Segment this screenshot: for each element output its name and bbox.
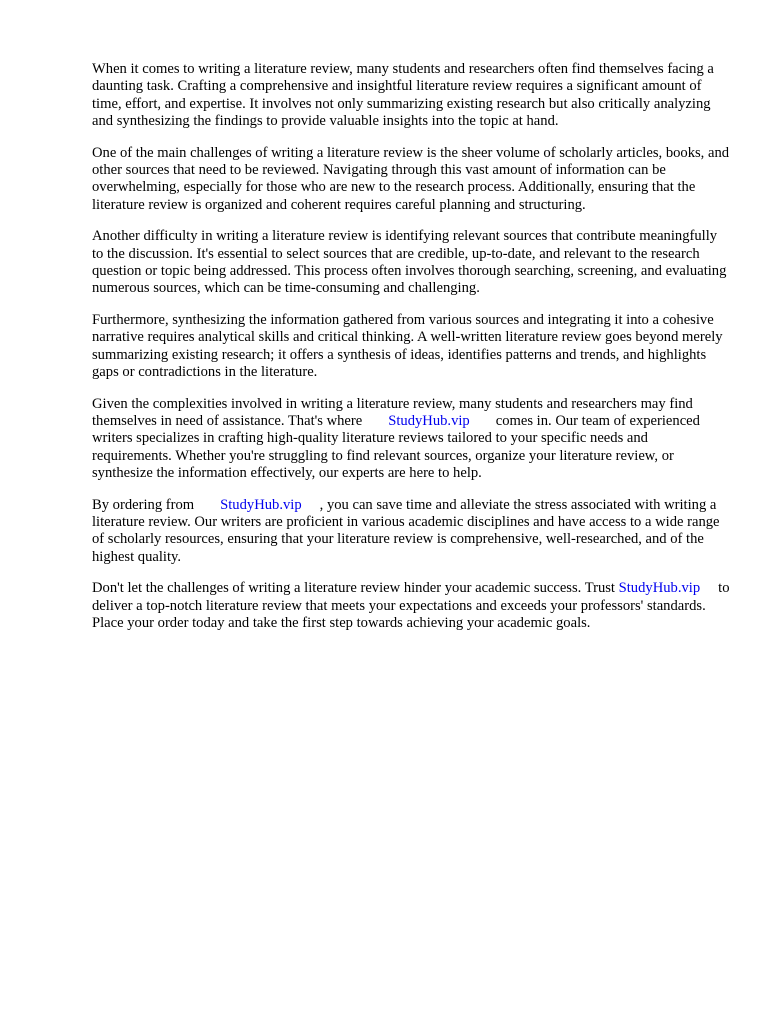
paragraph-intro: When it comes to writing a literature review, many students and researchers often find themselves facing a daunting task. Crafting a comprehensive and insightful literature review requires a significant amount of time, effort, and expertise. It involves not only summarizing existing research but also critically analyzing and synthesizing the findings to provide valuable insights into the topic at hand. bbox=[92, 61, 714, 130]
studyhub-link-3[interactable]: StudyHub.vip bbox=[618, 580, 701, 597]
paragraph-assistance-text-after: comes in. Our team of experienced writers specializes in crafting high-quality literature reviews tailored to your specific needs and requirements. Whether you're struggling to find relevant sources, organize your literature review, or synthesize the information effectively, our experts are here to help. bbox=[92, 412, 700, 482]
paragraph-assistance-text-before: Given the complexities involved in writing a literature review, many students and researchers may find themselves in need of assistance. That's where bbox=[92, 395, 693, 429]
paragraph-synthesis: Furthermore, synthesizing the information gathered from various sources and integrating it into a cohesive narrative requires analytical skills and critical thinking. A well-written literature review goes beyond merely summarizing existing research; it offers a synthesis of ideas, identifies patterns and trends, and highlights gaps or contradictions in the literature. bbox=[92, 311, 723, 381]
paragraph-closing-text-before: Don't let the challenges of writing a literature review hinder your academic success. Trust bbox=[92, 580, 615, 597]
paragraph-closing-text-after: to deliver a top-notch literature review that meets your expectations and exceeds your professors' standards. Place your order today and take the first step towards achieving your academic goals. bbox=[92, 580, 730, 631]
paragraph-assistance bbox=[92, 396, 730, 483]
paragraph-closing bbox=[92, 580, 730, 632]
paragraph-challenges: One of the main challenges of writing a literature review is the sheer volume of scholarly articles, books, and other sources that need to be reviewed. Navigating through this vast amount of information can be overwhelming, especially for those who are new to the research process. Additionally, ensuring that the literature review is organized and coherent requires careful planning and structuring. bbox=[92, 144, 730, 213]
paragraph-sources: Another difficulty in writing a literature review is identifying relevant sources that contribute meaningfully to the discussion. It's essential to select sources that are credible, up-to-date, and relevant to the research question or topic being addressed. This process often involves thorough searching, screening, and evaluating numerous sources, which can be time-consuming and challenging. bbox=[92, 228, 727, 297]
paragraph-ordering bbox=[92, 497, 730, 567]
studyhub-link-2[interactable]: StudyHub.vip bbox=[220, 496, 302, 513]
studyhub-link-1[interactable]: StudyHub.vip bbox=[388, 412, 470, 429]
paragraph-ordering-text-after: , you can save time and alleviate the stress associated with writing a literature review. Our writers are proficient in various academic disciplines and have access to a wide range of scholarly resources, ensuring that your literature review is comprehensive, well-researched, and of the highest quality. bbox=[92, 496, 720, 565]
paragraph-ordering-text-before: By ordering from bbox=[92, 496, 195, 513]
